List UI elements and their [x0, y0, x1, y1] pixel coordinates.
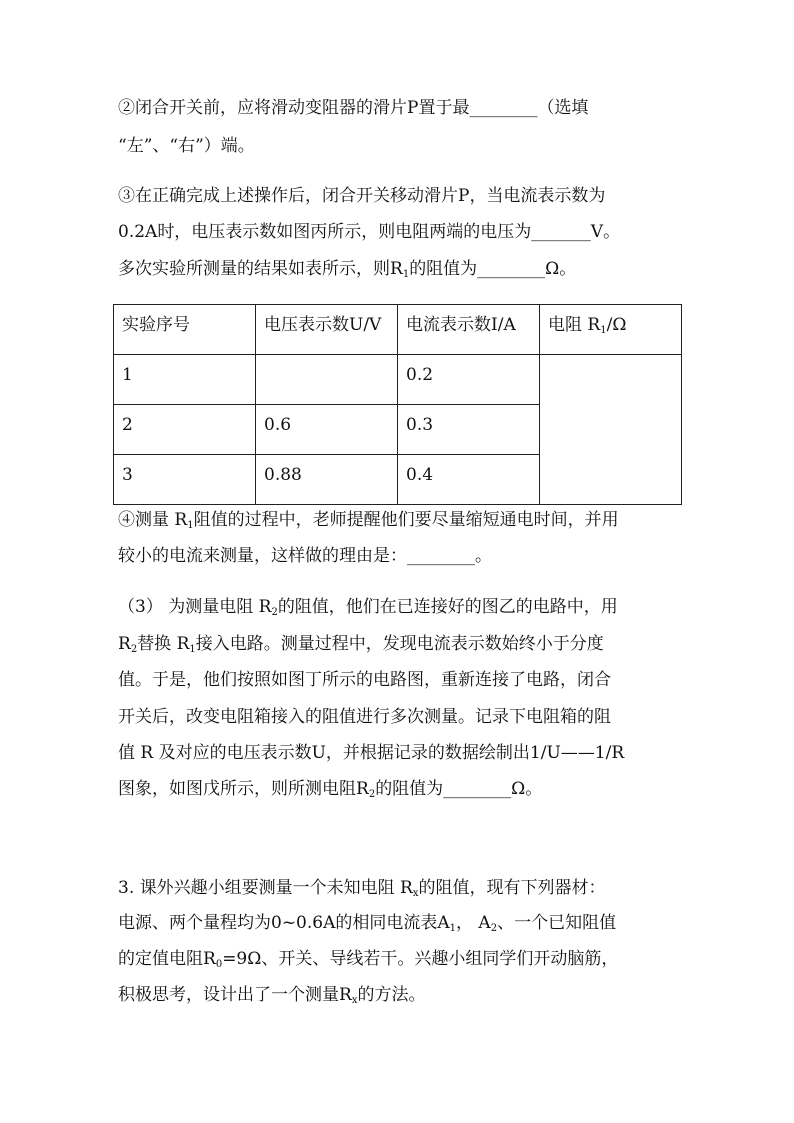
- subscript: x: [351, 995, 358, 1006]
- subscript: 1: [449, 923, 457, 934]
- q3-line3: 的定值电阻$R_0=9\Omega$、开关、导线若干。兴趣小组同学们开动脑筋，: [118, 949, 619, 970]
- subscript: 0: [215, 959, 223, 970]
- table-cell: 1: [114, 355, 256, 405]
- para5-line3: 值。于是，他们按照如图丁所示的电路图，重新连接了电路，闭合: [118, 670, 611, 690]
- table-cell: 0.4: [398, 455, 540, 505]
- para5-line4: 开关后，改变电阻箱接入的阻值进行多次测量。记录下电阻箱的阻: [118, 707, 611, 727]
- subscript: 2: [271, 607, 278, 618]
- resistance-merged-cell: [540, 355, 682, 505]
- para3-text-b: 的阻值为________Ω。: [409, 259, 577, 279]
- table-cell: [256, 355, 398, 405]
- subscript: x: [412, 888, 419, 899]
- table-header-cell: 电压表示数U/V: [256, 305, 398, 355]
- table-header-cell: 电流表示数I/A: [398, 305, 540, 355]
- q3-line4: 积极思考，设计出了一个测量$R_x$的方法。: [118, 985, 426, 1006]
- para2-line2: “左”、“右”）端。: [118, 136, 255, 156]
- subscript: 1: [402, 269, 410, 280]
- subscript: 2: [490, 923, 498, 934]
- para5-line2: $R_2$替换 $R_1$接入电路。测量过程中，发现电流表示数始终小于分度: [118, 634, 604, 655]
- para5-line6: 图象，如图戊所示，则所测电阻$R_2$的阻值为________Ω。: [118, 779, 543, 800]
- table-header-cell: 电阻 $R_1/\Omega$: [540, 305, 682, 355]
- para3-line2: 0.2A时，电压表示数如图丙所示，则电阻两端的电压为_______V。: [118, 222, 621, 242]
- table-cell: 3: [114, 455, 256, 505]
- para3-line3: [118, 257, 576, 281]
- q3-line2: 电源、两个量程均为0~0.6A的相同电流表$A_1$， $A_2$、一个已知阻值: [118, 913, 617, 934]
- table-cell: 0.6: [256, 405, 398, 455]
- table-row: [114, 355, 682, 405]
- q3-line1: 3. 课外兴趣小组要测量一个未知电阻 $R_x$的阻值，现有下列器材：: [118, 878, 606, 899]
- para3-text-a: 多次实验所测量的结果如表所示，则R: [118, 259, 403, 279]
- table-cell: 2: [114, 405, 256, 455]
- subscript: 2: [130, 644, 138, 655]
- table-cell: 0.2: [398, 355, 540, 405]
- subscript: 1: [189, 644, 196, 655]
- subscript: 2: [368, 789, 376, 800]
- para4-line2: 较小的电流来测量，这样做的理由是：________。: [118, 546, 492, 566]
- table-cell: 0.3: [398, 405, 540, 455]
- para3-line1: ③在正确完成上述操作后，闭合开关移动滑片P，当电流表示数为: [118, 186, 606, 206]
- table-header-row: [114, 305, 682, 355]
- subscript: 1: [187, 520, 194, 531]
- para4-line1: ④测量 $R_1$阻值的过程中，老师提醒他们要尽量缩短通电时间，并用: [118, 510, 619, 531]
- para5-line5: 值 R 及对应的电压表示数U，并根据记录的数据绘制出1/U——1/R: [118, 743, 625, 763]
- para5-line1: （3） 为测量电阻 $R_2$的阻值，他们在已连接好的图乙的电路中，用: [118, 597, 618, 618]
- subscript: 1: [600, 325, 607, 336]
- table-header-cell: 实验序号: [114, 305, 256, 355]
- results-table: [113, 304, 682, 505]
- para2-line1: ②闭合开关前，应将滑动变阻器的滑片P置于最________（选填: [118, 98, 589, 118]
- table-cell: 0.88: [256, 455, 398, 505]
